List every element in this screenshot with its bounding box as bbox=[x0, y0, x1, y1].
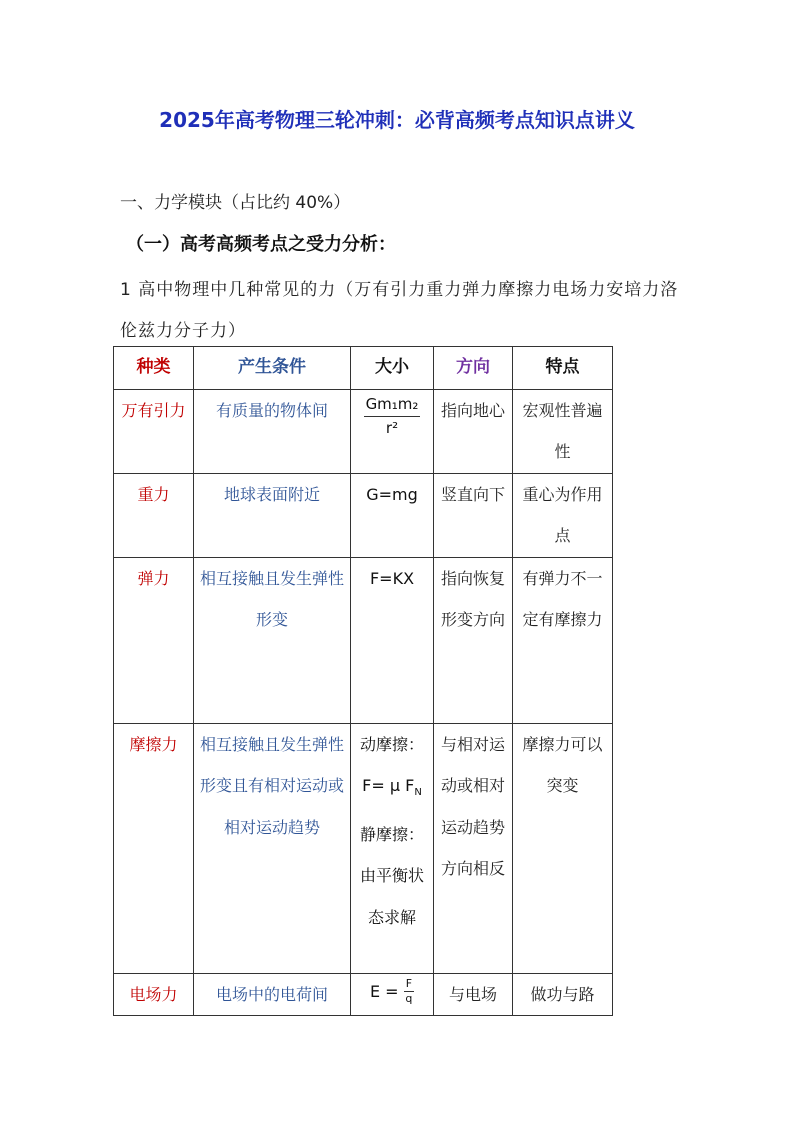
header-condition: 产生条件 bbox=[194, 347, 351, 390]
header-kind: 种类 bbox=[114, 347, 194, 390]
cell-size bbox=[351, 723, 434, 973]
document-title: 2025年高考物理三轮冲刺：必背高频考点知识点讲义 bbox=[159, 108, 635, 132]
cell-condition: 相互接触且发生弹性形变且有相对运动或相对运动趋势 bbox=[194, 723, 351, 973]
cell-feature: 有弹力不一定有摩擦力 bbox=[513, 557, 613, 723]
kinetic-friction-formula bbox=[357, 765, 427, 814]
forces-table bbox=[113, 346, 613, 1016]
static-friction-text: 静摩擦：由平衡状态求解 bbox=[359, 824, 424, 927]
cell-feature: 摩擦力可以突变 bbox=[513, 723, 613, 973]
cell-direction: 与相对运动或相对运动趋势方向相反 bbox=[434, 723, 513, 973]
section-heading: 一、力学模块（占比约 40%） bbox=[120, 193, 351, 213]
cell-feature: 做功与路 bbox=[513, 973, 613, 1016]
cell-kind: 电场力 bbox=[114, 973, 194, 1016]
table-row bbox=[114, 557, 613, 723]
intro-paragraph: 1 高中物理中几种常见的力（万有引力重力弹力摩擦力电场力安培力洛伦兹力分子力） bbox=[120, 280, 679, 341]
cell-kind: 万有引力 bbox=[114, 389, 194, 473]
cell-direction: 指向恢复形变方向 bbox=[434, 557, 513, 723]
cell-size bbox=[351, 973, 434, 1016]
cell-condition: 电场中的电荷间 bbox=[194, 973, 351, 1016]
cell-condition: 地球表面附近 bbox=[194, 473, 351, 557]
formula-denominator: r² bbox=[385, 419, 399, 437]
cell-condition: 相互接触且发生弹性形变 bbox=[194, 557, 351, 723]
cell-feature: 重心为作用点 bbox=[513, 473, 613, 557]
table-header-row bbox=[114, 347, 613, 390]
table-row bbox=[114, 473, 613, 557]
table-row bbox=[114, 389, 613, 473]
formula-numerator: Gm₁m₂ bbox=[364, 396, 421, 418]
header-size: 大小 bbox=[351, 347, 434, 390]
formula-numerator: F bbox=[404, 978, 414, 992]
cell-condition: 有质量的物体间 bbox=[194, 389, 351, 473]
cell-size: F=KX bbox=[351, 557, 434, 723]
cell-direction: 指向地心 bbox=[434, 389, 513, 473]
cell-size bbox=[351, 389, 434, 473]
friction-formula-text: F= μ F bbox=[362, 776, 415, 795]
cell-feature: 宏观性普遍性 bbox=[513, 389, 613, 473]
field-formula-fraction bbox=[404, 978, 414, 1005]
cell-direction: 与电场 bbox=[434, 973, 513, 1016]
cell-size: G=mg bbox=[351, 473, 434, 557]
subsection-heading: （一）高考高频考点之受力分析： bbox=[126, 234, 396, 255]
kinetic-friction-label: 动摩擦： bbox=[359, 734, 424, 754]
cell-kind: 摩擦力 bbox=[114, 723, 194, 973]
table-row bbox=[114, 973, 613, 1016]
friction-formula-subscript: N bbox=[414, 787, 422, 799]
cell-kind: 重力 bbox=[114, 473, 194, 557]
cell-direction: 竖直向下 bbox=[434, 473, 513, 557]
formula-denominator: q bbox=[405, 991, 413, 1005]
cell-kind: 弹力 bbox=[114, 557, 194, 723]
field-formula-prefix: E = bbox=[369, 981, 399, 1001]
header-direction: 方向 bbox=[434, 347, 513, 390]
table-row bbox=[114, 723, 613, 973]
header-feature: 特点 bbox=[513, 347, 613, 390]
gravitation-formula bbox=[364, 396, 421, 437]
